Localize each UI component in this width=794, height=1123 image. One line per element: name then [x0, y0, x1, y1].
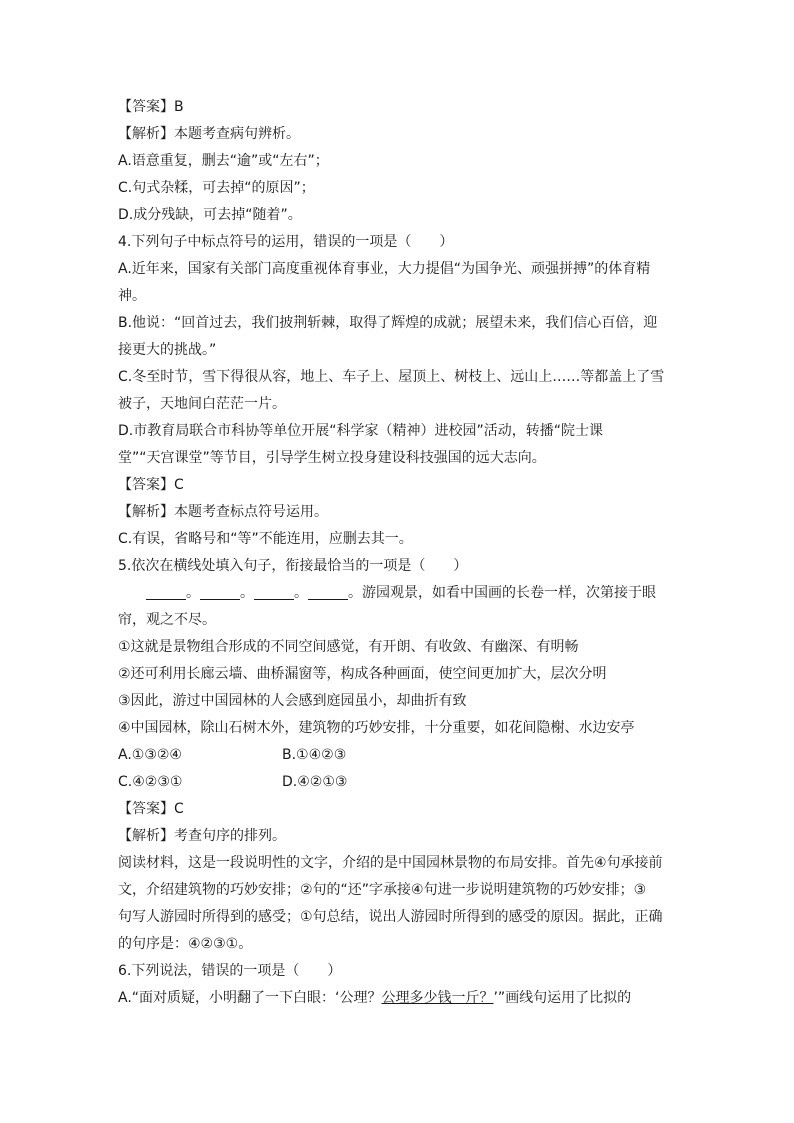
question-6-stem: 6.下列说法，错误的一项是（ ）: [118, 963, 342, 979]
q6-option-a-post: ’”画线句运用了比拟的: [493, 990, 632, 1006]
q5-explain-line2: 文，介绍建筑物的巧妙安排；②句的“还”字承接④句进一步说明建筑物的巧妙安排；③: [118, 882, 647, 898]
document-page: [118, 94, 678, 1012]
blank-1: [146, 583, 186, 600]
question-4-stem: 4.下列句子中标点符号的运用，错误的一项是（ ）: [118, 234, 454, 250]
q4-option-a-line2: 神。: [118, 288, 146, 304]
blank-sep-3: 。: [294, 585, 308, 601]
blank-2: [200, 583, 240, 600]
q4-option-b-line2: 接更大的挑战。”: [118, 342, 217, 358]
q5-analysis: 【解析】考查句序的排列。: [118, 828, 286, 844]
q4-answer: 【答案】C: [118, 477, 184, 493]
q5-option-d: D.④②①③: [282, 774, 348, 790]
question-5-stem: 5.依次在横线处填入句子，衔接最恰当的一项是（ ）: [118, 558, 468, 574]
q4-option-c-line2: 被子，天地间白茫茫一片。: [118, 396, 286, 412]
q4-explain: C.有误，省略号和“等”不能连用，应删去其一。: [118, 531, 413, 547]
blank-3: [254, 583, 294, 600]
q4-option-a-line1: A.近年来，国家有关部门高度重视体育事业，大力提倡“为国争光、顽强拼搏”的体育精: [118, 261, 651, 277]
q5-option-b: B.①④②③: [282, 747, 347, 763]
q5-answer: 【答案】C: [118, 801, 184, 817]
q6-option-a-pre: A.“面对质疑，小明翻了一下白眼：‘公理？: [118, 990, 382, 1006]
explain-c: C.句式杂糅，可去掉“的原因”；: [118, 180, 315, 196]
q5-sentence-1: ①这就是景物组合形成的不同空间感觉，有开朗、有收敛、有幽深、有明畅: [118, 639, 579, 655]
analysis-label: 【解析】本题考查病句辨析。: [118, 126, 300, 142]
q5-sentence-2: ②还可利用长廊云墙、曲桥漏窗等，构成各种画面，使空间更加扩大，层次分明: [118, 666, 607, 682]
answer-label: 【答案】B: [118, 99, 184, 115]
q5-option-c: C.④②③①: [118, 774, 183, 790]
blank-sep-1: 。: [186, 585, 200, 601]
q5-sentence-4: ④中国园林，除山石树木外，建筑物的巧妙安排，十分重要，如花间隐榭、水边安亭: [118, 720, 635, 736]
q5-passage-tail: 。游园观景，如看中国画的长卷一样，次第接于眼: [348, 585, 656, 601]
q6-underlined-sentence: 公理多少钱一斤？: [381, 990, 494, 1006]
q4-option-c-line1: C.冬至时节，雪下得很从容，地上、车子上、屋顶上、树枝上、远山上……等都盖上了雪: [118, 369, 665, 385]
explain-d: D.成分残缺，可去掉“随着”。: [118, 207, 302, 223]
q4-option-d-line1: D.市教育局联合市科协等单位开展“科学家（精神）进校园”活动，转播“院士课: [118, 423, 603, 439]
explain-a: A.语意重复，删去“逾”或“左右”；: [118, 153, 329, 169]
q5-explain-line4: 的句序是：④②③①。: [118, 936, 253, 952]
q4-analysis: 【解析】本题考查标点符号运用。: [118, 504, 328, 520]
q5-options-row-1: [118, 742, 678, 769]
q5-explain-line1: 阅读材料，这是一段说明性的文字，介绍的是中国园林景物的布局安排。首先④句承接前: [118, 855, 663, 871]
q5-option-a: A.①③②④: [118, 747, 182, 763]
q5-blanks-line: [118, 580, 678, 607]
q5-explain-line3: 句写人游园时所得到的感受；①句总结，说出人游园时所得到的感受的原因。据此，正确: [118, 909, 663, 925]
blank-4: [308, 583, 348, 600]
q4-option-b-line1: B.他说：“回首过去，我们披荆斩棘，取得了辉煌的成就；展望未来，我们信心百倍，迎: [118, 315, 658, 331]
q5-passage-tail-2: 帘，观之不尽。: [118, 612, 216, 628]
q5-sentence-3: ③因此，游过中国园林的人会感到庭园虽小，却曲折有致: [118, 693, 467, 709]
q6-option-a: [118, 985, 678, 1012]
blank-sep-2: 。: [240, 585, 254, 601]
q5-options-row-2: [118, 769, 678, 796]
q4-option-d-line2: 堂”“天宫课堂”等节目，引导学生树立投身建设科技强国的远大志向。: [118, 450, 546, 466]
